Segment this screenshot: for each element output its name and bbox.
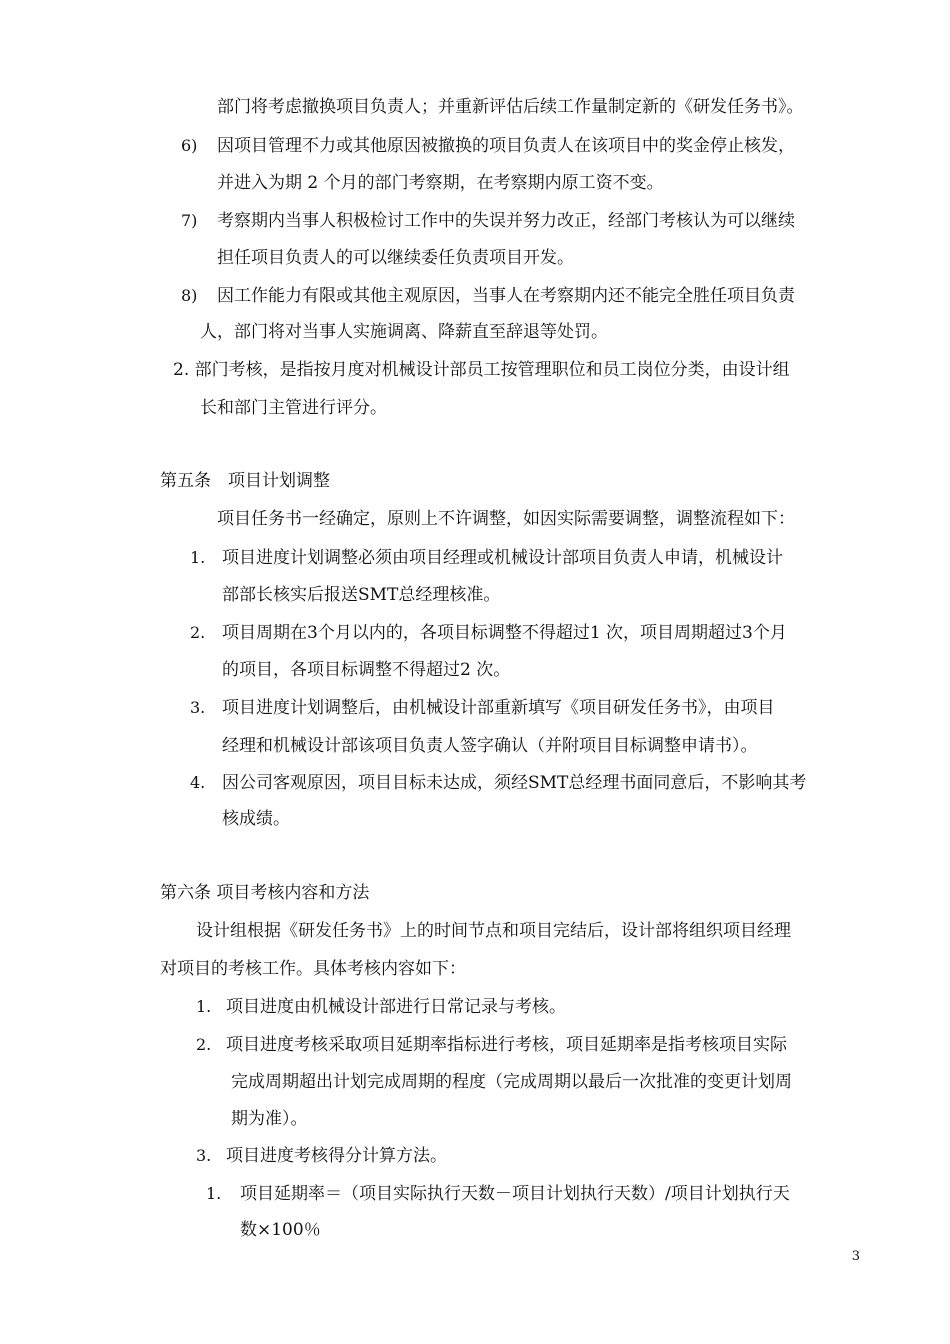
article-6-item-3-number: 3. [196,1146,212,1165]
page-number: 3 [851,1249,860,1264]
article-5-item-4-line-2: 核成绩。 [222,809,290,829]
sub-item-1-line-1: 项目延期率＝（项目实际执行天数－项目计划执行天数）/项目计划执行天 [240,1184,790,1204]
article-5-item-2-number: 2. [190,623,206,642]
article-5-item-2-line-1: 项目周期在3个月以内的，各项目标调整不得超过1 次，项目周期超过3个月 [222,623,787,643]
list-item-7-line-2: 担任项目负责人的可以继续委任负责项目开发。 [217,248,574,268]
article-6-item-3-line-1: 项目进度考核得分计算方法。 [226,1146,447,1166]
list-continuation-line: 部门将考虑撤换项目负责人；并重新评估后续工作量制定新的《研发任务书》。 [217,97,804,117]
dept-review-line-1: 2. 部门考核，是指按月度对机械设计部员工按管理职位和员工岗位分类，由设计组 [173,360,790,380]
sub-item-1-line-2: 数×100％ [240,1220,321,1240]
article-6-item-2-line-2: 完成周期超出计划完成周期的程度（完成周期以最后一次批准的变更计划周 [231,1072,792,1092]
list-item-7-number: 7) [181,211,198,230]
article-5-item-3-number: 3. [190,698,206,717]
article-6-item-1-line-1: 项目进度由机械设计部进行日常记录与考核。 [226,997,566,1017]
article-5-item-4-line-1: 因公司客观原因，项目目标未达成，须经SMT总经理书面同意后，不影响其考 [222,773,807,793]
list-item-6-line-2: 并进入为期 2 个月的部门考察期，在考察期内原工资不变。 [217,173,664,193]
article-6-item-2-number: 2. [196,1035,212,1054]
list-item-8-number: 8) [181,286,198,305]
article-5-item-1-line-2: 部部长核实后报送SMT总经理核准。 [222,585,501,605]
list-item-8-line-2: 人，部门将对当事人实施调离、降薪直至辞退等处罚。 [200,322,608,342]
list-item-6-number: 6) [181,136,198,155]
article-5-intro: 项目任务书一经确定，原则上不许调整，如因实际需要调整，调整流程如下： [217,509,795,529]
dept-review-line-2: 长和部门主管进行评分。 [200,398,387,418]
list-item-8-line-1: 因工作能力有限或其他主观原因，当事人在考察期内还不能完全胜任项目负责 [217,286,795,306]
article-6-item-1-number: 1. [196,997,212,1016]
article-5-item-3-line-2: 经理和机械设计部该项目负责人签字确认（并附项目目标调整申请书）。 [222,736,758,756]
article-5-heading: 第五条 项目计划调整 [160,471,330,491]
article-6-intro-line-1: 设计组根据《研发任务书》上的时间节点和项目完结后，设计部将组织项目经理 [196,921,791,941]
article-6-heading: 第六条 项目考核内容和方法 [160,883,370,903]
article-5-item-2-line-2: 的项目，各项目标调整不得超过2 次。 [222,660,511,680]
article-5-item-4-number: 4. [190,773,206,792]
article-5-item-1-line-1: 项目进度计划调整必须由项目经理或机械设计部项目负责人申请，机械设计 [222,548,783,568]
list-item-6-line-1: 因项目管理不力或其他原因被撤换的项目负责人在该项目中的奖金停止核发， [217,136,795,156]
article-5-item-3-line-1: 项目进度计划调整后，由机械设计部重新填写《项目研发任务书》，由项目 [222,698,775,718]
article-6-intro-line-2: 对项目的考核工作。具体考核内容如下： [160,959,466,979]
list-item-7-line-1: 考察期内当事人积极检讨工作中的失误并努力改正，经部门考核认为可以继续 [217,211,795,231]
article-6-item-2-line-3: 期为准）。 [231,1109,308,1129]
article-6-item-2-line-1: 项目进度考核采取项目延期率指标进行考核，项目延期率是指考核项目实际 [226,1035,787,1055]
article-5-item-1-number: 1. [190,548,206,567]
sub-item-1-number: 1. [206,1184,222,1203]
